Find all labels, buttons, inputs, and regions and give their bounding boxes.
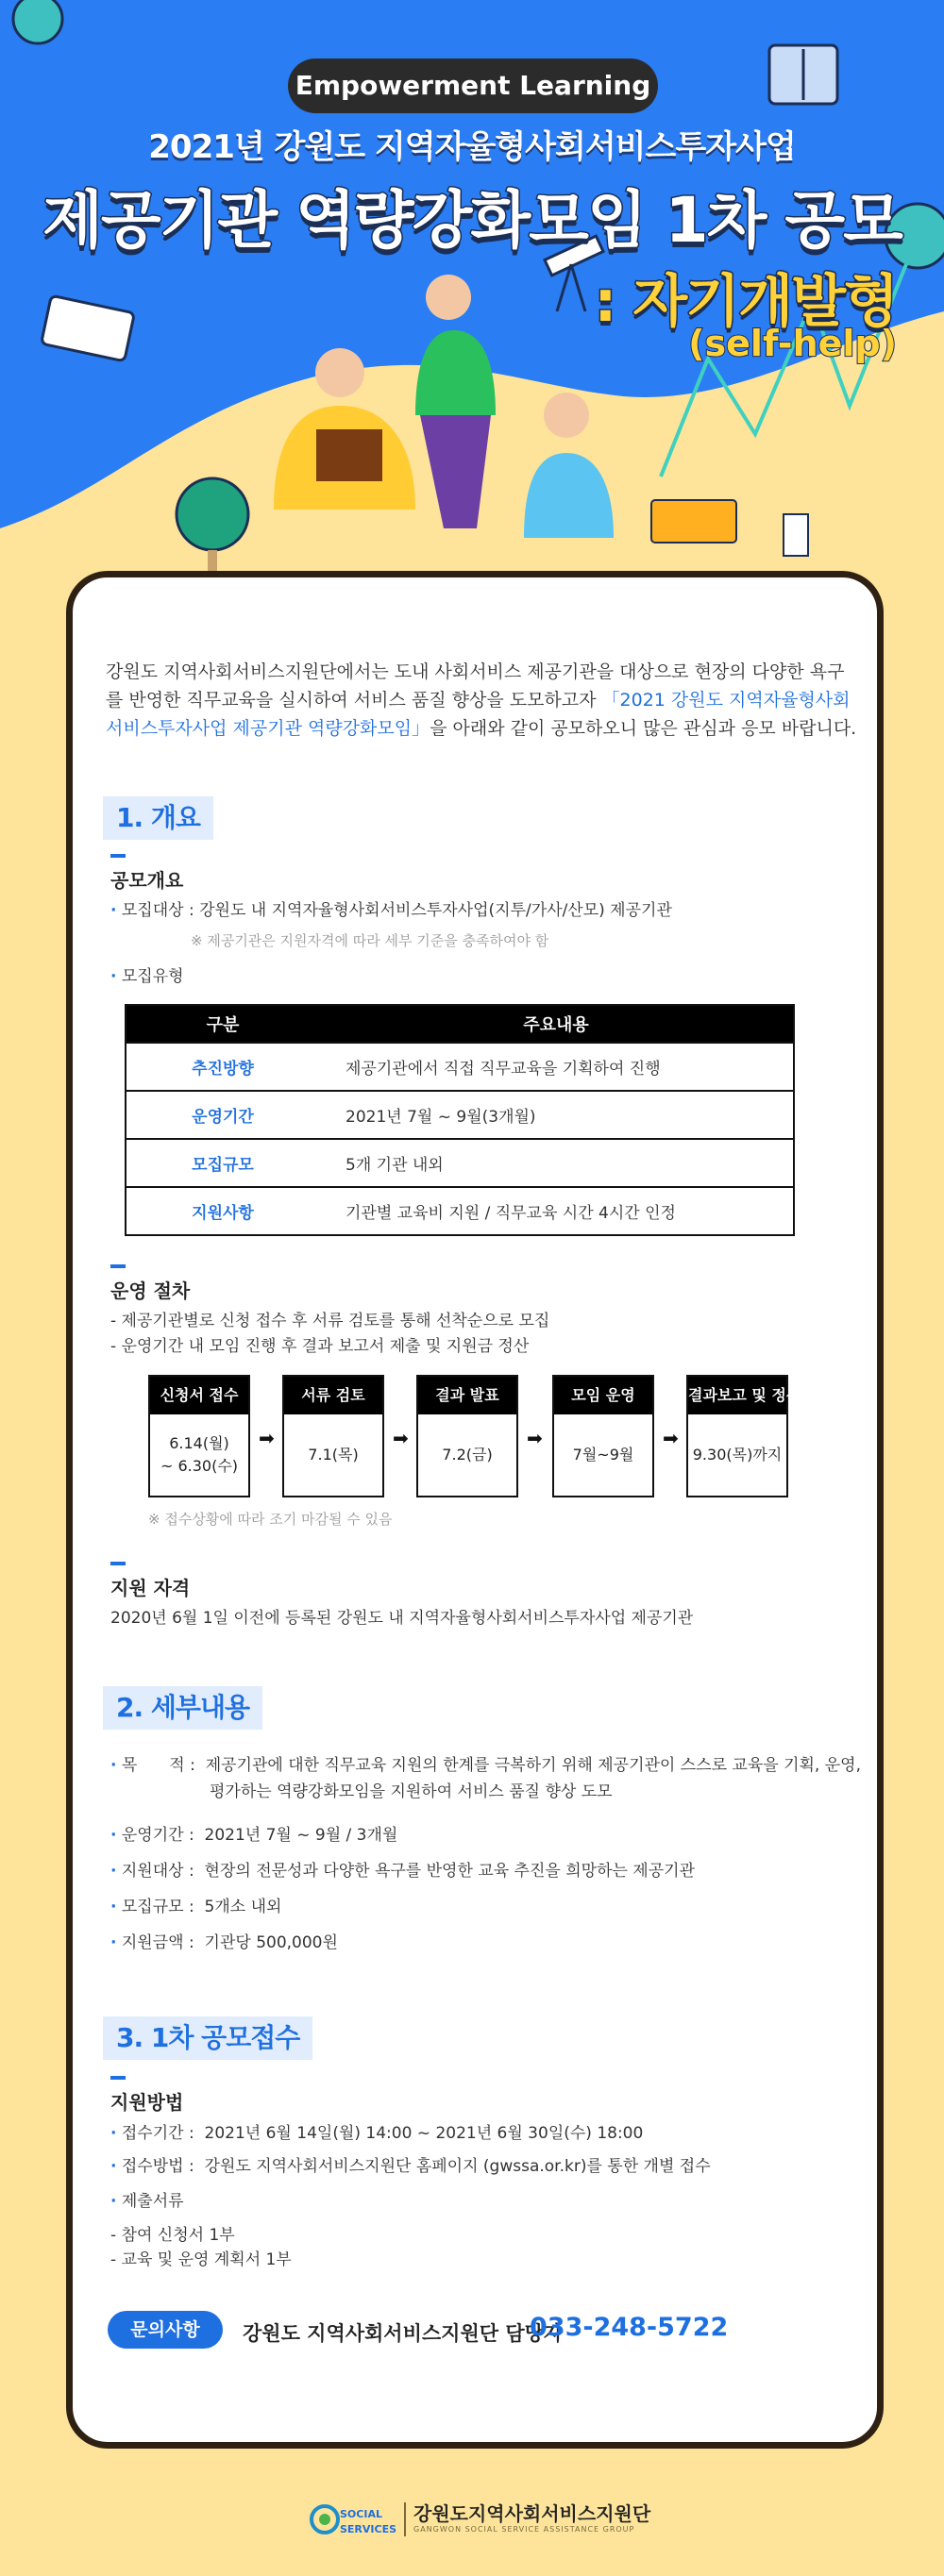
contact-button[interactable]: 문의사항 <box>108 2311 223 2349</box>
step-title: 신청서 접수 <box>150 1377 248 1414</box>
detail-label: 지원금액 <box>121 1933 184 1952</box>
org-logo-icon <box>310 2499 398 2540</box>
step-value: 9.30(목)까지 <box>692 1446 783 1464</box>
table-header-col1: 구분 <box>126 1005 319 1043</box>
type-label: 모집유형 <box>121 967 184 986</box>
table-row-key: 모집규모 <box>126 1139 319 1187</box>
section-overview-title: 1. 개요 <box>103 796 213 840</box>
method-heading: 지원방법 <box>110 2087 183 2115</box>
table-row-key: 지원사항 <box>126 1187 319 1235</box>
org-name: 강원도지역사회서비스지원단 <box>413 2502 651 2525</box>
detail-period-line: · 운영기간 : 2021년 7월 ~ 9월 / 3개월 <box>110 1826 398 1845</box>
hero-title: 제공기관 역량강화모임 1차 공모 <box>42 184 902 257</box>
overview-heading: 공모개요 <box>110 865 183 893</box>
target-note: ※ 제공기관은 지원자격에 따라 세부 기준을 충족하여야 함 <box>191 932 549 949</box>
target-line: · 모집대상 : 강원도 내 지역자율형사회서비스투자사업(지투/가사/산모) 제공기관 <box>110 901 672 920</box>
period-label: 접수기간 <box>121 2124 184 2143</box>
table-row <box>126 1043 794 1091</box>
arrow-right-icon: ➡ <box>663 1427 679 1449</box>
detail-purpose-line-2: 평가하는 역량강화모임을 지원하여 서비스 품질 향상 도모 <box>210 1782 613 1801</box>
table-header-col2: 주요내용 <box>319 1005 794 1043</box>
detail-value: 현장의 전문성과 다양한 욕구를 반영한 교육 추진을 희망하는 제공기관 <box>204 1862 695 1881</box>
steps-note: ※ 접수상황에 따라 조기 마감될 수 있음 <box>148 1511 393 1528</box>
table-row-value: 2021년 7월 ~ 9월(3개월) <box>319 1091 794 1139</box>
intro-text-2: 을 아래와 같이 공모하오니 많은 관심과 응모 바랍니다. <box>430 718 857 739</box>
docs-item-2: - 교육 및 운영 계획서 1부 <box>110 2250 292 2269</box>
period-line: · 접수기간 : 2021년 6월 14일(월) 14:00 ~ 2021년 6월 30일(수) 18:00 <box>110 2124 644 2143</box>
intro-paragraph <box>106 658 861 743</box>
planet-icon <box>13 0 62 43</box>
step-title: 모임 운영 <box>554 1377 652 1414</box>
detail-label: 운영기간 <box>121 1826 184 1845</box>
notice-card <box>66 571 884 2449</box>
detail-value: 5개소 내외 <box>204 1898 282 1916</box>
detail-purpose-line: · 목 적 : 제공기관에 대한 직무교육 지원의 한계를 극복하기 위해 제공기관이 스스로 교육을 기획, 운영, <box>110 1756 861 1775</box>
section-application-title: 3. 1차 공모접수 <box>103 2016 312 2060</box>
svg-text:SOCIAL: SOCIAL <box>340 2508 382 2520</box>
arrow-right-icon: ➡ <box>259 1427 275 1449</box>
arrow-right-icon: ➡ <box>393 1427 409 1449</box>
detail-label: 지원대상 <box>121 1862 184 1881</box>
detail-amount-line: · 지원금액 : 기관당 500,000원 <box>110 1933 338 1952</box>
org-eng-name: GANGWON SOCIAL SERVICE ASSISTANCE GROUP <box>413 2525 635 2534</box>
step-value: 7.2(금) <box>442 1446 493 1464</box>
arrow-right-icon: ➡ <box>527 1427 543 1449</box>
way-value: 강원도 지역사회서비스지원단 홈페이지 (gwssa.or.kr)를 통한 개별 접수 <box>204 2157 711 2176</box>
table-header-row <box>126 1005 794 1043</box>
period-value: 2021년 6월 14일(월) 14:00 ~ 2021년 6월 30일(수) 18:00 <box>204 2124 644 2143</box>
table-row <box>126 1091 794 1139</box>
contact-text: 강원도 지역사회서비스지원단 담당자 <box>243 2322 564 2345</box>
table-row <box>126 1139 794 1187</box>
svg-text:SERVICES: SERVICES <box>340 2523 397 2535</box>
detail-scale-line: · 모집규모 : 5개소 내외 <box>110 1898 282 1916</box>
procedure-line-1: - 제공기관별로 신청 접수 후 서류 검토를 통해 선착순으로 모집 <box>110 1312 550 1330</box>
docs-line: · 제출서류 <box>110 2192 184 2211</box>
intro-text-1: 강원도 지역사회서비스지원단에서는 도내 사회서비스 제공기관을 대상으로 현장의 다양한 욕구를 반영한 직무교육을 실시하여 서비스 품질 향상을 도모하고자 <box>106 661 845 711</box>
target-value: 강원도 내 지역자율형사회서비스투자사업(지투/가사/산모) 제공기관 <box>199 901 672 920</box>
detail-label: 모집규모 <box>121 1898 184 1916</box>
detail-value: 기관당 500,000원 <box>204 1933 338 1952</box>
step-value: 7월~9월 <box>572 1446 634 1464</box>
table-row-key: 추진방향 <box>126 1043 319 1091</box>
footer <box>0 2491 944 2548</box>
step-title: 결과 발표 <box>418 1377 516 1414</box>
contact-phone[interactable]: 033-248-5722 <box>530 2313 729 2342</box>
way-label: 접수방법 <box>121 2157 184 2176</box>
qualification-heading: 지원 자격 <box>110 1573 190 1600</box>
book-icon <box>769 45 837 104</box>
detail-value: 제공기관에 대한 직무교육 지원의 한계를 극복하기 위해 제공기관이 스스로 교육을 기획, 운영, <box>205 1756 861 1775</box>
hero-subtitle: 2021년 강원도 지역자율형사회서비스투자사업 <box>148 128 796 166</box>
step-review <box>282 1375 384 1497</box>
badge-empowerment: Empowerment Learning <box>288 59 658 113</box>
recruit-type-table <box>125 1004 795 1236</box>
table-row-value: 제공기관에서 직접 직무교육을 기획하여 진행 <box>319 1043 794 1091</box>
step-title: 결과보고 및 정산 <box>688 1377 786 1414</box>
tablet-icon <box>42 295 135 361</box>
logo-separator <box>404 2502 406 2536</box>
section-details-title: 2. 세부내용 <box>103 1686 262 1730</box>
table-row <box>126 1187 794 1235</box>
table-row-key: 운영기간 <box>126 1091 319 1139</box>
step-operate <box>552 1375 654 1497</box>
step-report <box>686 1375 801 1497</box>
target-label: 모집대상 <box>121 901 184 920</box>
table-row-value: 기관별 교육비 지원 / 직무교육 시간 4시간 인정 <box>319 1187 794 1235</box>
way-line: · 접수방법 : 강원도 지역사회서비스지원단 홈페이지 (gwssa.or.kr)를 통한 개별 접수 <box>110 2157 711 2176</box>
hero-banner <box>0 0 944 604</box>
intro-highlight: 「2021 강원도 지역자율형사회서비스투자사업 제공기관 역량강화모임」 <box>106 690 851 739</box>
step-value: 7.1(목) <box>308 1446 359 1464</box>
detail-label: 목 적 <box>121 1756 185 1775</box>
procedure-heading: 운영 절차 <box>110 1276 190 1303</box>
docs-label: 제출서류 <box>121 2192 184 2211</box>
procedure-line-2: - 운영기간 내 모임 진행 후 결과 보고서 제출 및 지원금 정산 <box>110 1337 530 1356</box>
type-line: · 모집유형 <box>110 967 184 986</box>
docs-item-1: - 참여 신청서 1부 <box>110 2226 235 2245</box>
detail-value: 2021년 7월 ~ 9월 / 3개월 <box>204 1826 398 1845</box>
hero-type-sub: (self-help) <box>688 323 897 364</box>
step-announce <box>416 1375 518 1497</box>
table-row-value: 5개 기관 내외 <box>319 1139 794 1187</box>
qualification-text: 2020년 6월 1일 이전에 등록된 강원도 내 지역자율형사회서비스투자사업 제공기관 <box>110 1609 694 1628</box>
detail-target-line: · 지원대상 : 현장의 전문성과 다양한 욕구를 반영한 교육 추진을 희망하는 제공기관 <box>110 1862 695 1881</box>
step-apply <box>148 1375 250 1497</box>
hero-type: : 자기개발형 <box>594 269 897 335</box>
step-title: 서류 검토 <box>284 1377 382 1414</box>
step-value: 6.14(월) ~ 6.30(수) <box>160 1434 239 1475</box>
